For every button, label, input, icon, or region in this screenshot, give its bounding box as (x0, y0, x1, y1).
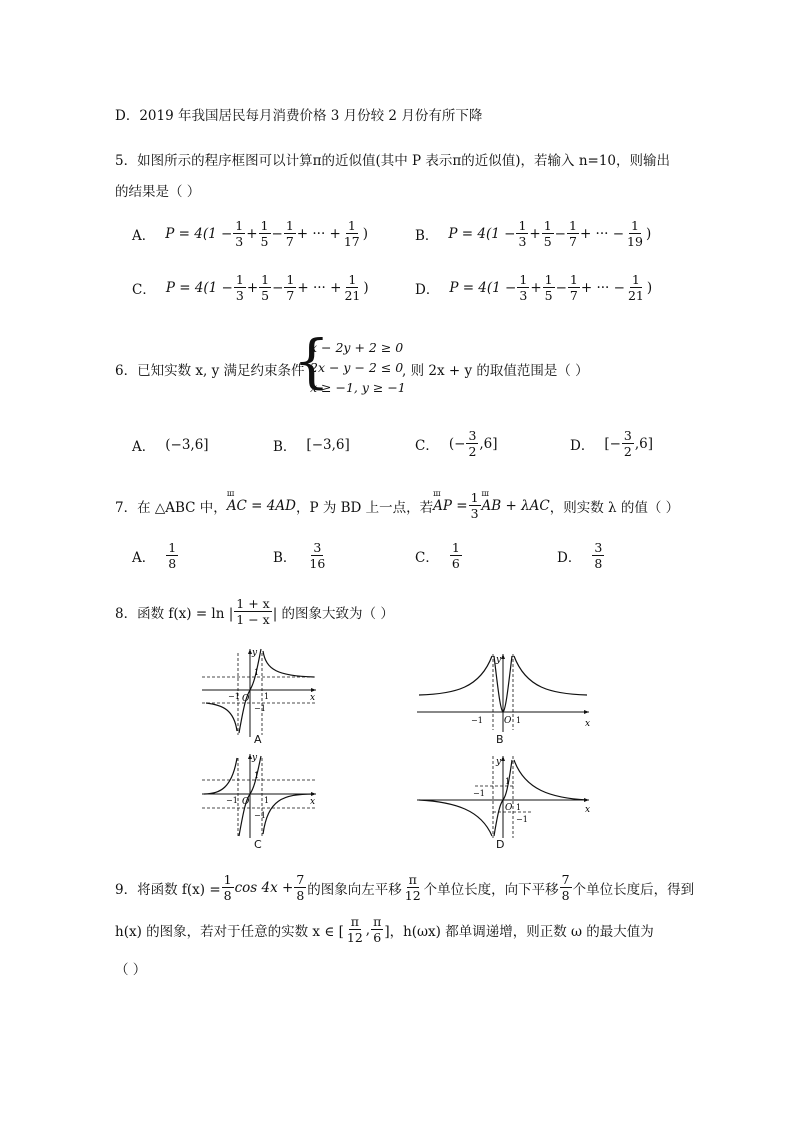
svg-text:x: x (310, 693, 316, 703)
option-expr-pre: P = 4(1 − (448, 225, 516, 242)
q8-graph-d[interactable] (415, 752, 593, 840)
svg-text:−1: −1 (473, 789, 485, 798)
option-label: A． (132, 439, 156, 455)
svg-text:1: 1 (505, 777, 511, 786)
q5-option-d[interactable]: D． P = 4(1 − $\frac{1}{3}$ + $\frac{1}{5}$ − $\frac{1}{7}$ + ··· − $\frac{1}{21}$ ) (415, 272, 653, 303)
svg-text:1: 1 (516, 716, 522, 725)
q9-stem-line3: （ ） (115, 962, 147, 978)
svg-text:y: y (252, 753, 258, 763)
svg-text:O: O (504, 716, 512, 726)
q7-vector-eq-1: ш AC = 4AD (227, 498, 296, 514)
option-label: C． (415, 437, 439, 454)
q6-constraint-2: 2x − y − 2 ≤ 0 (310, 360, 404, 375)
q4-option-d: D．2019 年我国居民每月消费价格 3 月份较 2 月份有所下降 (115, 108, 483, 124)
svg-text:y: y (496, 757, 502, 767)
svg-text:−1: −1 (228, 692, 240, 701)
option-label: C． (132, 281, 156, 298)
q5-option-c[interactable]: C． P = 4(1 − $\frac{1}{3}$ + $\frac{1}{5}$ − $\frac{1}{7}$ + ··· + $\frac{1}{21}$ ) (132, 272, 369, 303)
q6-option-b[interactable] (273, 435, 350, 455)
svg-text:1: 1 (516, 803, 522, 812)
q7-option-d[interactable]: D． $\frac{3}{8}$ (557, 540, 603, 571)
q6-option-c[interactable]: C． (− $\frac{3}{2}$ ,6] (415, 428, 498, 459)
q7-vector-sum: ш AB + λAC (482, 498, 550, 514)
q6-stem-pre: 6．已知实数 x, y 满足约束条件 (115, 363, 305, 379)
q8-caption-d: D (496, 838, 505, 851)
svg-text:O: O (505, 803, 513, 813)
q6-constraint-1: x − 2y + 2 ≥ 0 (310, 340, 404, 355)
q6-stem-post: , 则 2x + y 的取值范围是（ ） (402, 363, 589, 379)
svg-text:1: 1 (264, 692, 270, 701)
q8-graph-b[interactable] (415, 650, 593, 736)
q6-brace: { (293, 327, 330, 395)
svg-text:1: 1 (254, 668, 260, 677)
svg-text:y: y (496, 655, 502, 665)
q6-option-d[interactable]: D． [− $\frac{3}{2}$ ,6] (570, 428, 654, 459)
option-label: D． (415, 281, 440, 298)
q8-stem: 8．函数 f(x) = ln | $\frac{1 + x}{1 - x}$ | 的图象大致为（ ） (115, 596, 394, 627)
option-label: D． (570, 437, 595, 454)
q7-vector-ap: ш AP = (433, 498, 467, 514)
q9-stem-line1: 9．将函数 f(x) = $\frac{1}{8}$ cos 4x + $\frac{7}{8}$ 的图象向左平移 $\frac{\pi}{12}$ 个单位长度，向下平移 $\frac{7}{8}$ 个单位长度后，得到 (115, 872, 695, 903)
option-label: B． (273, 439, 297, 455)
option-expr-pre: P = 4(1 − (165, 225, 233, 242)
option-expr-pre: P = 4(1 − (449, 279, 517, 296)
q6-option-a[interactable] (132, 435, 209, 455)
svg-text:O: O (242, 694, 250, 704)
option-value: [−3,6] (306, 437, 350, 453)
svg-text:1: 1 (264, 796, 270, 805)
q6-constraint-3: x ≥ −1, y ≥ −1 (310, 380, 406, 395)
svg-text:x: x (585, 719, 591, 729)
q5-option-a[interactable]: A． P = 4(1 − $\frac{1}{3}$ + $\frac{1}{5}$ − $\frac{1}{7}$ + ··· + $\frac{1}{17}$ ) (132, 218, 369, 249)
q7-option-b[interactable]: B． $\frac{3}{16}$ (273, 540, 326, 571)
q8-graph-a[interactable] (198, 645, 320, 741)
svg-text:1: 1 (254, 771, 260, 780)
q7-stem: 7．在 △ABC 中， ш AC = 4AD ，P 为 BD 上一点，若 ш AP = $\frac{1}{3}$ ш AB + λAC ，则实数 λ 的值（ ） (115, 490, 679, 521)
q7-option-c[interactable]: C． $\frac{1}{6}$ (415, 540, 460, 571)
svg-text:−1: −1 (516, 815, 528, 824)
q5-stem-line2: 的结果是（ ） (115, 184, 201, 200)
option-label: B． (273, 549, 297, 566)
q5-option-b[interactable]: B． P = 4(1 − $\frac{1}{3}$ + $\frac{1}{5}$ − $\frac{1}{7}$ + ··· − $\frac{1}{19}$ ) (415, 218, 652, 249)
svg-text:x: x (310, 797, 316, 807)
q7-option-a[interactable]: A． $\frac{1}{8}$ (132, 540, 177, 571)
q8-caption-c: C (254, 838, 262, 851)
option-label: A． (132, 549, 156, 566)
svg-text:−1: −1 (254, 811, 266, 820)
option-label: A． (132, 227, 156, 244)
svg-text:−1: −1 (471, 716, 483, 725)
svg-text:−1: −1 (226, 796, 238, 805)
q9-stem-line2: h(x) 的图象，若对于任意的实数 x ∈ [ $\frac{\pi}{12}$ , $\frac{\pi}{6}$ ]，h(ωx) 都单调递增，则正数 ω 的最大值为 (115, 914, 654, 945)
option-label: D． (557, 549, 582, 566)
option-label: B． (415, 227, 439, 244)
svg-text:−1: −1 (254, 704, 266, 713)
q8-caption-a: A (254, 733, 262, 746)
option-label: C． (415, 549, 439, 566)
option-expr-pre: P = 4(1 − (165, 279, 233, 296)
q5-stem-line1: 5．如图所示的程序框图可以计算π的近似值(其中 P 表示π的近似值)，若输入 n=10，则输出 (115, 153, 671, 169)
option-value: (−3,6] (165, 437, 209, 453)
q8-caption-b: B (496, 733, 504, 746)
svg-text:O: O (242, 797, 250, 807)
svg-text:x: x (585, 805, 591, 815)
svg-text:y: y (252, 648, 258, 658)
q8-graph-c[interactable] (198, 750, 320, 842)
